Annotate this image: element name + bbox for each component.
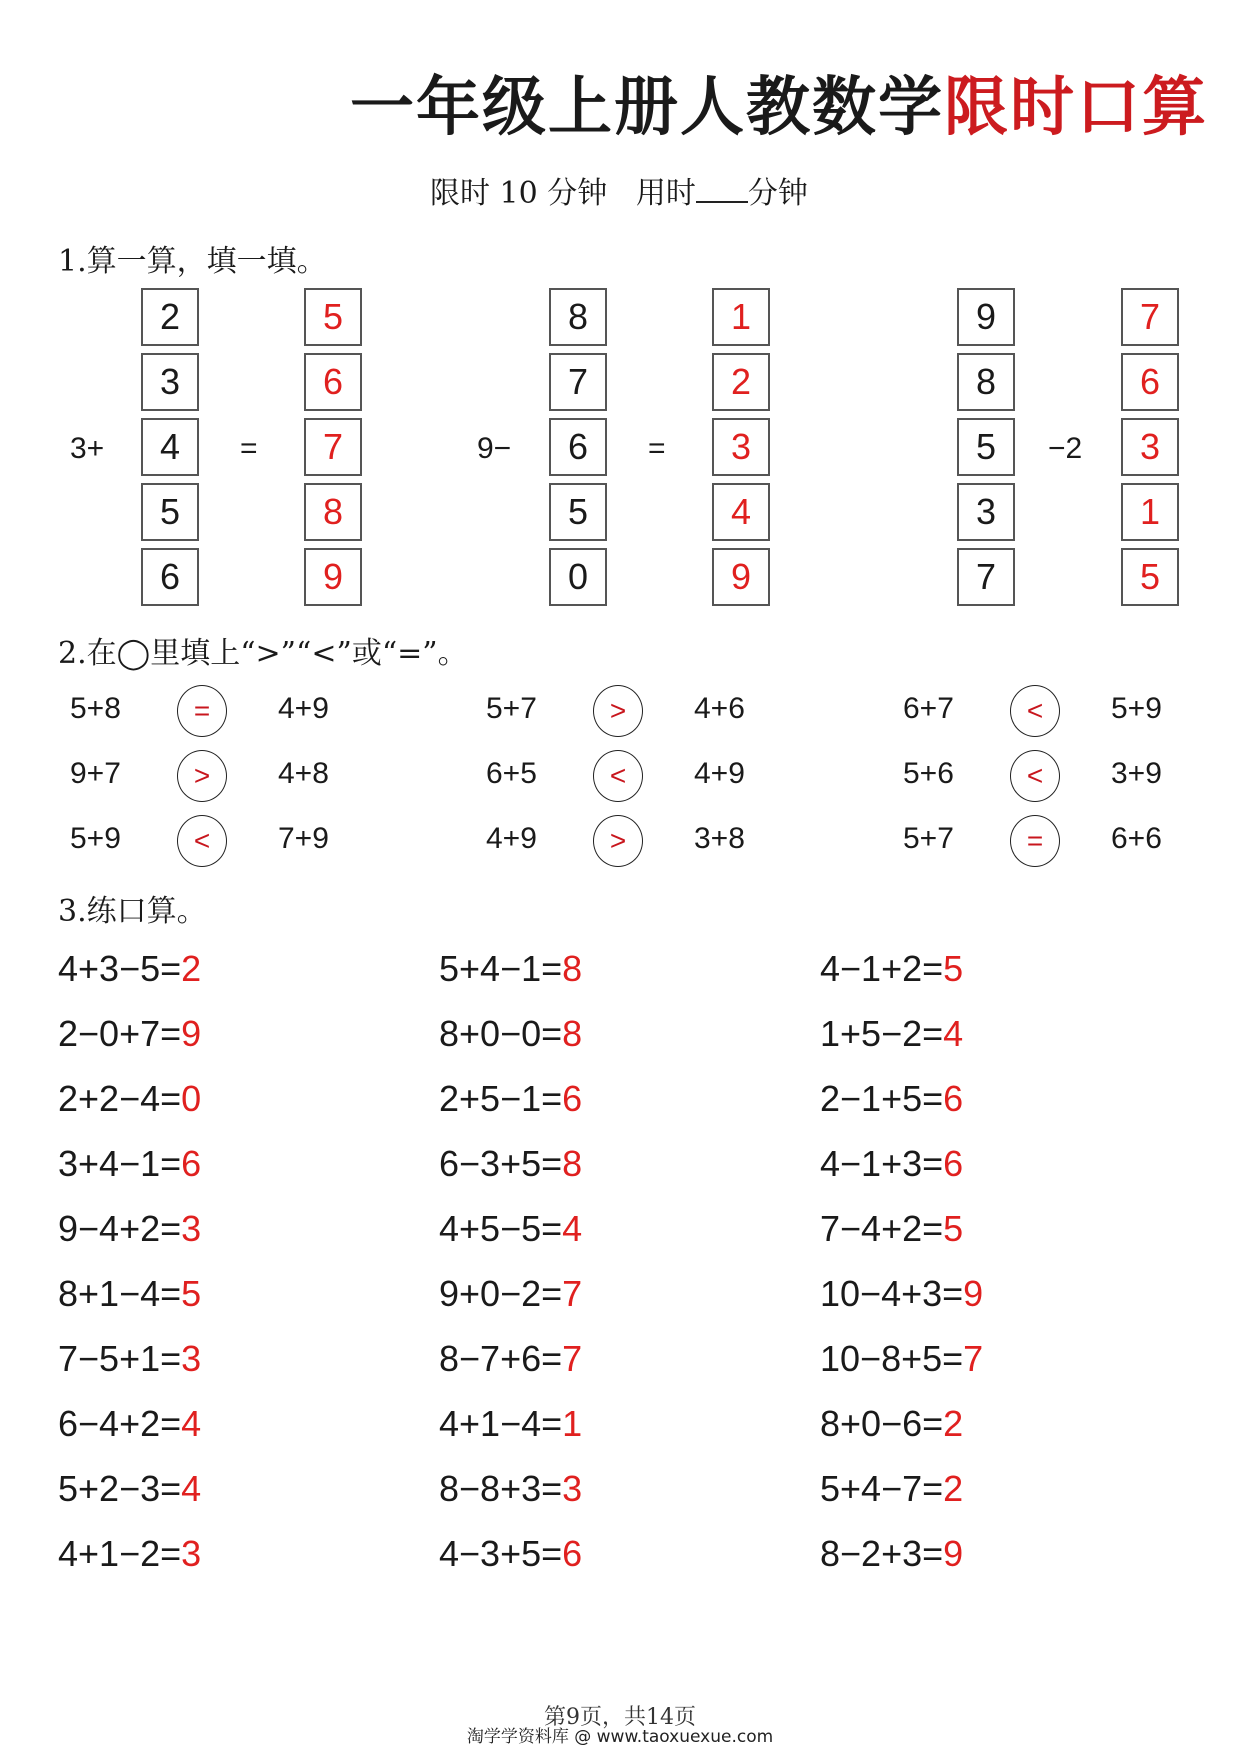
input-box: 5 (141, 483, 199, 541)
compare-left: 5+7 (486, 692, 537, 725)
compare-left: 6+7 (903, 692, 954, 725)
answer-box[interactable]: 9 (712, 548, 770, 606)
compare-circle[interactable]: < (1010, 750, 1060, 802)
calc-answer[interactable]: 2 (181, 948, 202, 989)
calc-item (820, 1078, 963, 1120)
calc-expression: 10−4+3= (820, 1273, 964, 1314)
calc-item (58, 1468, 201, 1510)
calc-answer[interactable]: 7 (562, 1273, 583, 1314)
calc-expression: 2+5−1= (439, 1078, 563, 1119)
calc-expression: 8−2+3= (820, 1533, 944, 1574)
time-info (430, 168, 808, 212)
calc-item (439, 1013, 582, 1055)
calc-item (820, 1273, 983, 1315)
answer-box[interactable]: 6 (1121, 353, 1179, 411)
answer-box[interactable]: 2 (712, 353, 770, 411)
calc-expression: 7−4+2= (820, 1208, 944, 1249)
input-box: 8 (957, 353, 1015, 411)
calc-answer[interactable]: 2 (943, 1468, 964, 1509)
calc-expression: 1+5−2= (820, 1013, 944, 1054)
calc-answer[interactable]: 9 (181, 1013, 202, 1054)
calc-answer[interactable]: 4 (943, 1013, 964, 1054)
calc-item (820, 1143, 963, 1185)
compare-circle[interactable]: < (593, 750, 643, 802)
input-box: 3 (141, 353, 199, 411)
calc-expression: 2−1+5= (820, 1078, 944, 1119)
answer-box[interactable]: 9 (304, 548, 362, 606)
calc-expression: 4+5−5= (439, 1208, 563, 1249)
answer-box[interactable]: 8 (304, 483, 362, 541)
calc-expression: 8+0−6= (820, 1403, 944, 1444)
time-limit-label: 限时 10 分钟 (430, 176, 608, 211)
compare-circle[interactable]: < (1010, 685, 1060, 737)
calc-expression: 4+1−4= (439, 1403, 563, 1444)
answer-box[interactable]: 6 (304, 353, 362, 411)
calc-answer[interactable]: 8 (562, 1143, 583, 1184)
answer-box[interactable]: 7 (304, 418, 362, 476)
input-box: 8 (549, 288, 607, 346)
title-red: 限时口算 (944, 70, 1208, 145)
compare-circle[interactable]: > (177, 750, 227, 802)
input-box: 9 (957, 288, 1015, 346)
answer-box[interactable]: 4 (712, 483, 770, 541)
section1-title: 1.算一算，填一填。 (58, 244, 327, 279)
calc-answer[interactable]: 3 (181, 1533, 202, 1574)
compare-left: 9+7 (70, 757, 121, 790)
input-box: 6 (549, 418, 607, 476)
calc-item (439, 1273, 582, 1315)
input-box: 3 (957, 483, 1015, 541)
answer-box[interactable]: 5 (1121, 548, 1179, 606)
calc-expression: 5+4−7= (820, 1468, 944, 1509)
compare-circle[interactable]: = (177, 685, 227, 737)
calc-item (820, 1533, 963, 1575)
calc-answer[interactable]: 4 (181, 1403, 202, 1444)
calc-answer[interactable]: 8 (562, 948, 583, 989)
calc-item (58, 1143, 201, 1185)
answer-box[interactable]: 5 (304, 288, 362, 346)
calc-item (820, 1338, 983, 1380)
calc-answer[interactable]: 7 (562, 1338, 583, 1379)
time-used-unit: 分钟 (747, 176, 808, 211)
input-box: 7 (549, 353, 607, 411)
calc-item (439, 1468, 582, 1510)
calc-answer[interactable]: 6 (943, 1078, 964, 1119)
time-used-blank[interactable] (696, 175, 748, 203)
compare-right: 5+9 (1111, 692, 1162, 725)
calc-answer[interactable]: 1 (562, 1403, 583, 1444)
calc-expression: 10−8+5= (820, 1338, 964, 1379)
calc-item (820, 1208, 963, 1250)
calc-expression: 8+0−0= (439, 1013, 563, 1054)
calc-item (58, 1533, 201, 1575)
calc-answer[interactable]: 2 (943, 1403, 964, 1444)
calc-answer[interactable]: 3 (181, 1338, 202, 1379)
calc-item (58, 1078, 201, 1120)
input-box: 6 (141, 548, 199, 606)
compare-right: 4+9 (278, 692, 329, 725)
answer-box[interactable]: 1 (712, 288, 770, 346)
compare-left: 5+8 (70, 692, 121, 725)
page-title (350, 68, 1208, 148)
compare-circle[interactable]: = (1010, 815, 1060, 867)
calc-item (439, 1208, 582, 1250)
calc-expression: 5+4−1= (439, 948, 563, 989)
input-box: 4 (141, 418, 199, 476)
group3-operator: −2 (1048, 432, 1083, 465)
calc-expression: 9−4+2= (58, 1208, 182, 1249)
compare-left: 5+7 (903, 822, 954, 855)
section2-title: 2.在◯里填上“>”“<”或“=”。 (58, 636, 468, 671)
calc-answer[interactable]: 5 (943, 1208, 964, 1249)
compare-right: 3+9 (1111, 757, 1162, 790)
compare-right: 7+9 (278, 822, 329, 855)
calc-expression: 3+4−1= (58, 1143, 182, 1184)
calc-answer[interactable]: 4 (562, 1208, 583, 1249)
group1-left-operator: 3+ (70, 432, 105, 465)
calc-item (58, 1403, 201, 1445)
compare-circle[interactable]: > (593, 685, 643, 737)
title-black: 一年级上册人教数学 (350, 70, 944, 145)
input-box: 2 (141, 288, 199, 346)
calc-expression: 2+2−4= (58, 1078, 182, 1119)
calc-answer[interactable]: 5 (943, 948, 964, 989)
compare-circle[interactable]: < (177, 815, 227, 867)
answer-box[interactable]: 3 (1121, 418, 1179, 476)
calc-answer[interactable]: 3 (562, 1468, 583, 1509)
input-box: 5 (957, 418, 1015, 476)
calc-expression: 4+3−5= (58, 948, 182, 989)
calc-item (439, 1078, 582, 1120)
calc-item (58, 1338, 201, 1380)
compare-right: 3+8 (694, 822, 745, 855)
compare-right: 4+8 (278, 757, 329, 790)
compare-right: 6+6 (1111, 822, 1162, 855)
calc-expression: 5+2−3= (58, 1468, 182, 1509)
calc-answer[interactable]: 5 (181, 1273, 202, 1314)
compare-circle[interactable]: > (593, 815, 643, 867)
answer-box[interactable]: 7 (1121, 288, 1179, 346)
answer-box[interactable]: 3 (712, 418, 770, 476)
calc-item (820, 1013, 963, 1055)
calc-item (820, 1403, 963, 1445)
time-used-label: 用时 (635, 176, 696, 211)
compare-right: 4+6 (694, 692, 745, 725)
compare-left: 6+5 (486, 757, 537, 790)
calc-answer[interactable]: 0 (181, 1078, 202, 1119)
group1-equals: = (240, 432, 258, 465)
calc-item (439, 1338, 582, 1380)
calc-expression: 4−3+5= (439, 1533, 563, 1574)
compare-right: 4+9 (694, 757, 745, 790)
input-box: 7 (957, 548, 1015, 606)
calc-answer[interactable]: 6 (562, 1533, 583, 1574)
group2-left-operator: 9− (477, 432, 512, 465)
group2-equals: = (648, 432, 666, 465)
calc-item (58, 1273, 201, 1315)
calc-expression: 4−1+3= (820, 1143, 944, 1184)
calc-item (820, 1468, 963, 1510)
calc-item (439, 1143, 582, 1185)
calc-answer[interactable]: 8 (562, 1013, 583, 1054)
section3-title: 3.练口算。 (58, 894, 207, 929)
calc-item (439, 948, 582, 990)
calc-answer[interactable]: 9 (963, 1273, 984, 1314)
calc-answer[interactable]: 9 (943, 1533, 964, 1574)
input-box: 5 (549, 483, 607, 541)
answer-box[interactable]: 1 (1121, 483, 1179, 541)
calc-answer[interactable]: 6 (943, 1143, 964, 1184)
calc-answer[interactable]: 4 (181, 1468, 202, 1509)
calc-expression: 4+1−2= (58, 1533, 182, 1574)
compare-left: 4+9 (486, 822, 537, 855)
calc-answer[interactable]: 6 (181, 1143, 202, 1184)
calc-answer[interactable]: 3 (181, 1208, 202, 1249)
page-number: 第9页，共14页 (544, 1705, 696, 1730)
calc-item (439, 1403, 582, 1445)
calc-item (439, 1533, 582, 1575)
calc-expression: 8−8+3= (439, 1468, 563, 1509)
calc-answer[interactable]: 7 (963, 1338, 984, 1379)
compare-left: 5+6 (903, 757, 954, 790)
watermark: 淘学学资料库 @ www.taoxuexue.com (466, 1727, 774, 1747)
calc-expression: 2−0+7= (58, 1013, 182, 1054)
calc-item (58, 1208, 201, 1250)
calc-expression: 9+0−2= (439, 1273, 563, 1314)
calc-expression: 8+1−4= (58, 1273, 182, 1314)
calc-answer[interactable]: 6 (562, 1078, 583, 1119)
calc-expression: 6−3+5= (439, 1143, 563, 1184)
calc-expression: 6−4+2= (58, 1403, 182, 1444)
calc-item (820, 948, 963, 990)
compare-left: 5+9 (70, 822, 121, 855)
input-box: 0 (549, 548, 607, 606)
calc-item (58, 948, 201, 990)
calc-expression: 7−5+1= (58, 1338, 182, 1379)
calc-expression: 8−7+6= (439, 1338, 563, 1379)
calc-expression: 4−1+2= (820, 948, 944, 989)
calc-item (58, 1013, 201, 1055)
